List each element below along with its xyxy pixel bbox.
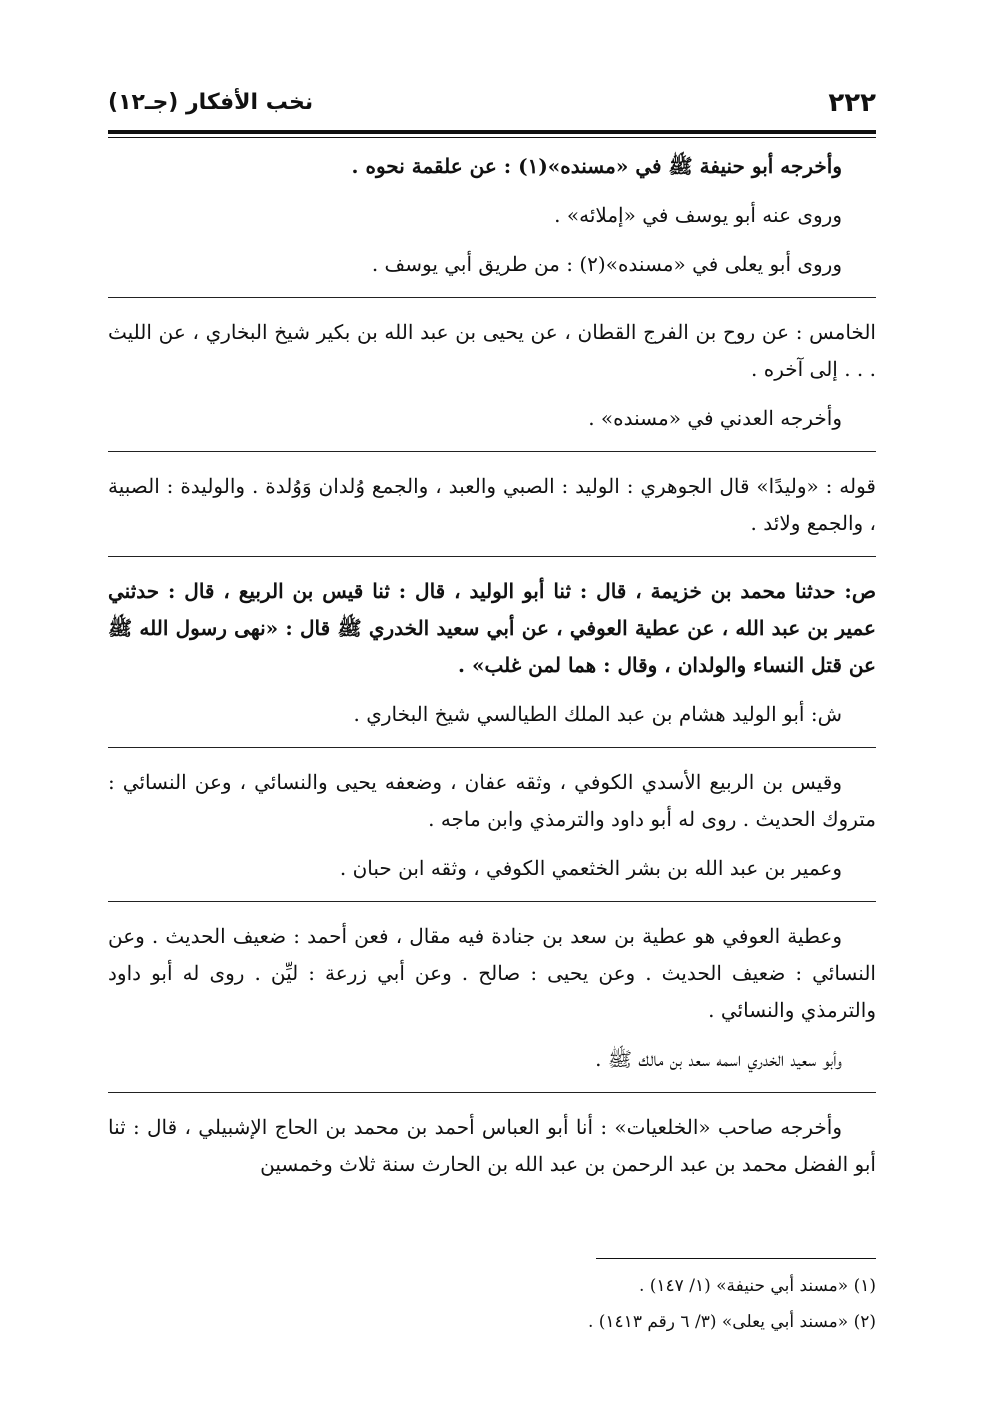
page-header	[108, 88, 876, 128]
paragraph: قوله : «وليدًا» قال الجوهري : الوليد : الصبي والعبد ، والجمع وُلدان وَوُلدة . والوليدة : الصبية ، والجمع ولائد .	[108, 474, 876, 535]
paragraph: وعمير بن عبد الله بن بشر الخثعمي الكوفي ، وثقه ابن حبان .	[339, 856, 842, 880]
paragraph: وأخرجه العدني في «مسنده» .	[588, 406, 842, 430]
paragraph: وروى عنه أبو يوسف في «إملائه» .	[554, 203, 842, 227]
section-divider	[108, 556, 876, 557]
section-divider	[108, 901, 876, 902]
paragraph: وعطية العوفي هو عطية بن سعد بن جنادة فيه مقال ، فعن أحمد : ضعيف الحديث . وعن النسائي : ضعيف الحديث . وعن يحيى : صالح . وعن أبي زرعة : ليِّن . روى له أبو داود والترمذي والنسائي .	[108, 924, 876, 1022]
hadith-text: ص: حدثنا محمد بن خزيمة ، قال : ثنا أبو الوليد ، قال : ثنا قيس بن الربيع ، قال : حدثني عمير بن عبد الله ، عن عطية العوفي ، عن أبي سعيد الخدري ﷺ قال : «نهى رسول الله ﷺ عن قتل النساء والولدان ، وقال : هما لمن غلب» .	[108, 579, 876, 677]
paragraph: الخامس : عن روح بن الفرج القطان ، عن يحيى بن عبد الله بن بكير شيخ البخاري ، عن الليث . . . إلى آخره .	[108, 320, 876, 381]
section-divider	[108, 297, 876, 298]
footnote: (٢) «مسند أبي يعلى» (٣/ ٦ رقم ١٤١٣) .	[587, 1312, 876, 1332]
paragraph: وروى أبو يعلى في «مسنده»(٢) : من طريق أبي يوسف .	[371, 252, 842, 276]
footnote-rule	[596, 1258, 876, 1259]
paragraph: وأبو سعيد الخدري اسمه سعد بن مالك ﷺ .	[595, 1047, 842, 1071]
paragraph: ش: أبو الوليد هشام بن عبد الملك الطيالسي شيخ البخاري .	[353, 702, 842, 726]
footnote: (١) «مسند أبي حنيفة» (١/ ١٤٧) .	[638, 1276, 876, 1296]
paragraph: وأخرجه صاحب «الخلعيات» : أنا أبو العباس أحمد بن محمد بن الحاج الإشبيلي ، قال : ثنا أبو الفضل محمد بن عبد الرحمن بن عبد الله بن الحارث سنة ثلاث وخمسين	[108, 1115, 876, 1176]
section-divider	[108, 747, 876, 748]
running-title: نخب الأفكار (جـ١٢)	[108, 90, 314, 115]
paragraph: وقيس بن الربيع الأسدي الكوفي ، وثقه عفان ، وضعفه يحيى والنسائي ، وعن النسائي : متروك الحديث . روى له أبو داود والترمذي وابن ماجه .	[108, 770, 876, 831]
section-divider	[108, 1092, 876, 1093]
section-divider	[108, 451, 876, 452]
body-text	[108, 148, 876, 1195]
header-rule-thick	[108, 130, 876, 134]
paragraph: وأخرجه أبو حنيفة ﷺ في «مسنده»(١) : عن علقمة نحوه .	[351, 154, 842, 178]
footnotes	[108, 1268, 876, 1340]
page-number: ٢٢٢	[828, 88, 876, 118]
header-rule-thin	[108, 137, 876, 138]
